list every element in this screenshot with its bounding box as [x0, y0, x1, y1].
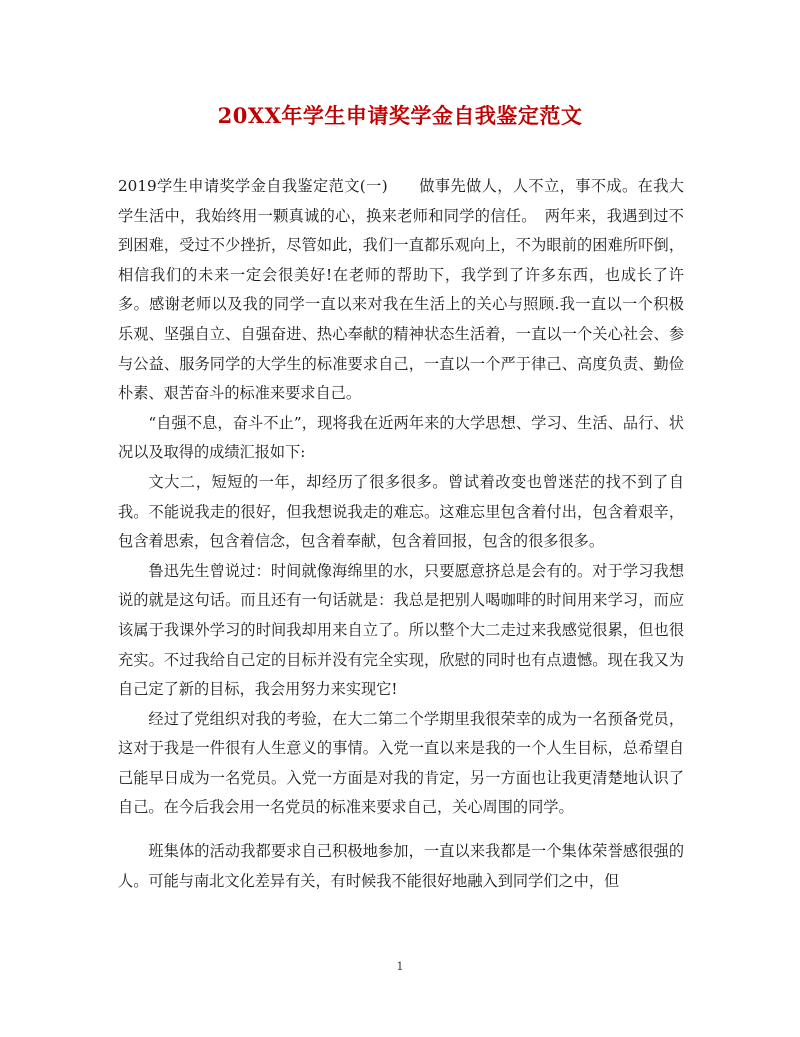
page-number: 1	[396, 960, 404, 973]
paragraph-sophomore: 文大二，短短的一年，却经历了很多很多。曾试着改变也曾迷茫的找不到了自我。不能说我走的很好，但我想说我走的难忘。这难忘里包含着付出，包含着艰辛，包含着思索，包含着信念，包含着奉献，包含着回报，包含的很多很多。	[118, 472, 684, 551]
paragraph-class-activities: 班集体的活动我都要求自己积极地参加，一直以来我都是一个集体荣誉感很强的人。可能与南北文化差异有关，有时候我不能很好地融入到同学们之中，但	[118, 842, 684, 890]
paragraph-party: 经过了党组织对我的考验，在大二第二个学期里我很荣幸的成为一名预备党员，这对于我是一件很有人生意义的事情。入党一直以来是我的一个人生目标，总希望自己能早日成为一名党员。入党一方面是对我的肯定，另一方面也让我更清楚地认识了自己。在今后我会用一名党员的标准来要求自己，关心周围的同学。	[118, 709, 684, 817]
paragraph-intro: 2019学生申请奖学金自我鉴定范文(一) 做事先做人，人不立，事不成。在我大学生活中，我始终用一颗真诚的心，换来老师和同学的信任。 两年来，我遇到过不到困难，受过不少挫折，尽管如此，我们一直都乐观向上，不为眼前的困难所吓倒，相信我们的未来一定会很美好!在老师的帮助下，我学到了许多东西，也成长了许多。感谢老师以及我的同学一直以来对我在生活上的关心与照顾.我一直以一个积极乐观、坚强自立、自强奋进、热心奉献的精神状态生活着，一直以一个关心社会、参与公益、服务同学的大学生的标准要求自己，一直以一个严于律己、高度负责、勤俭朴素、艰苦奋斗的标准来要求自己。	[118, 177, 684, 403]
paragraph-study: 鲁迅先生曾说过：时间就像海绵里的水，只要愿意挤总是会有的。对于学习我想说的就是这句话。而且还有一句话就是：我总是把别人喝咖啡的时间用来学习，而应该属于我课外学习的时间我却用来自立了。所以整个大二走过来我感觉很累，但也很充实。不过我给自己定的目标并没有完全实现，欣慰的同时也有点遗憾。现在我又为自己定了新的目标，我会用努力来实现它!	[118, 561, 684, 699]
document-body	[118, 172, 684, 896]
paragraph-motto: “自强不息，奋斗不止”，现将我在近两年来的大学思想、学习、生活、品行、状况以及取得的成绩汇报如下:	[118, 413, 684, 462]
document-title: 20XX年学生申请奖学金自我鉴定范文	[217, 103, 583, 128]
